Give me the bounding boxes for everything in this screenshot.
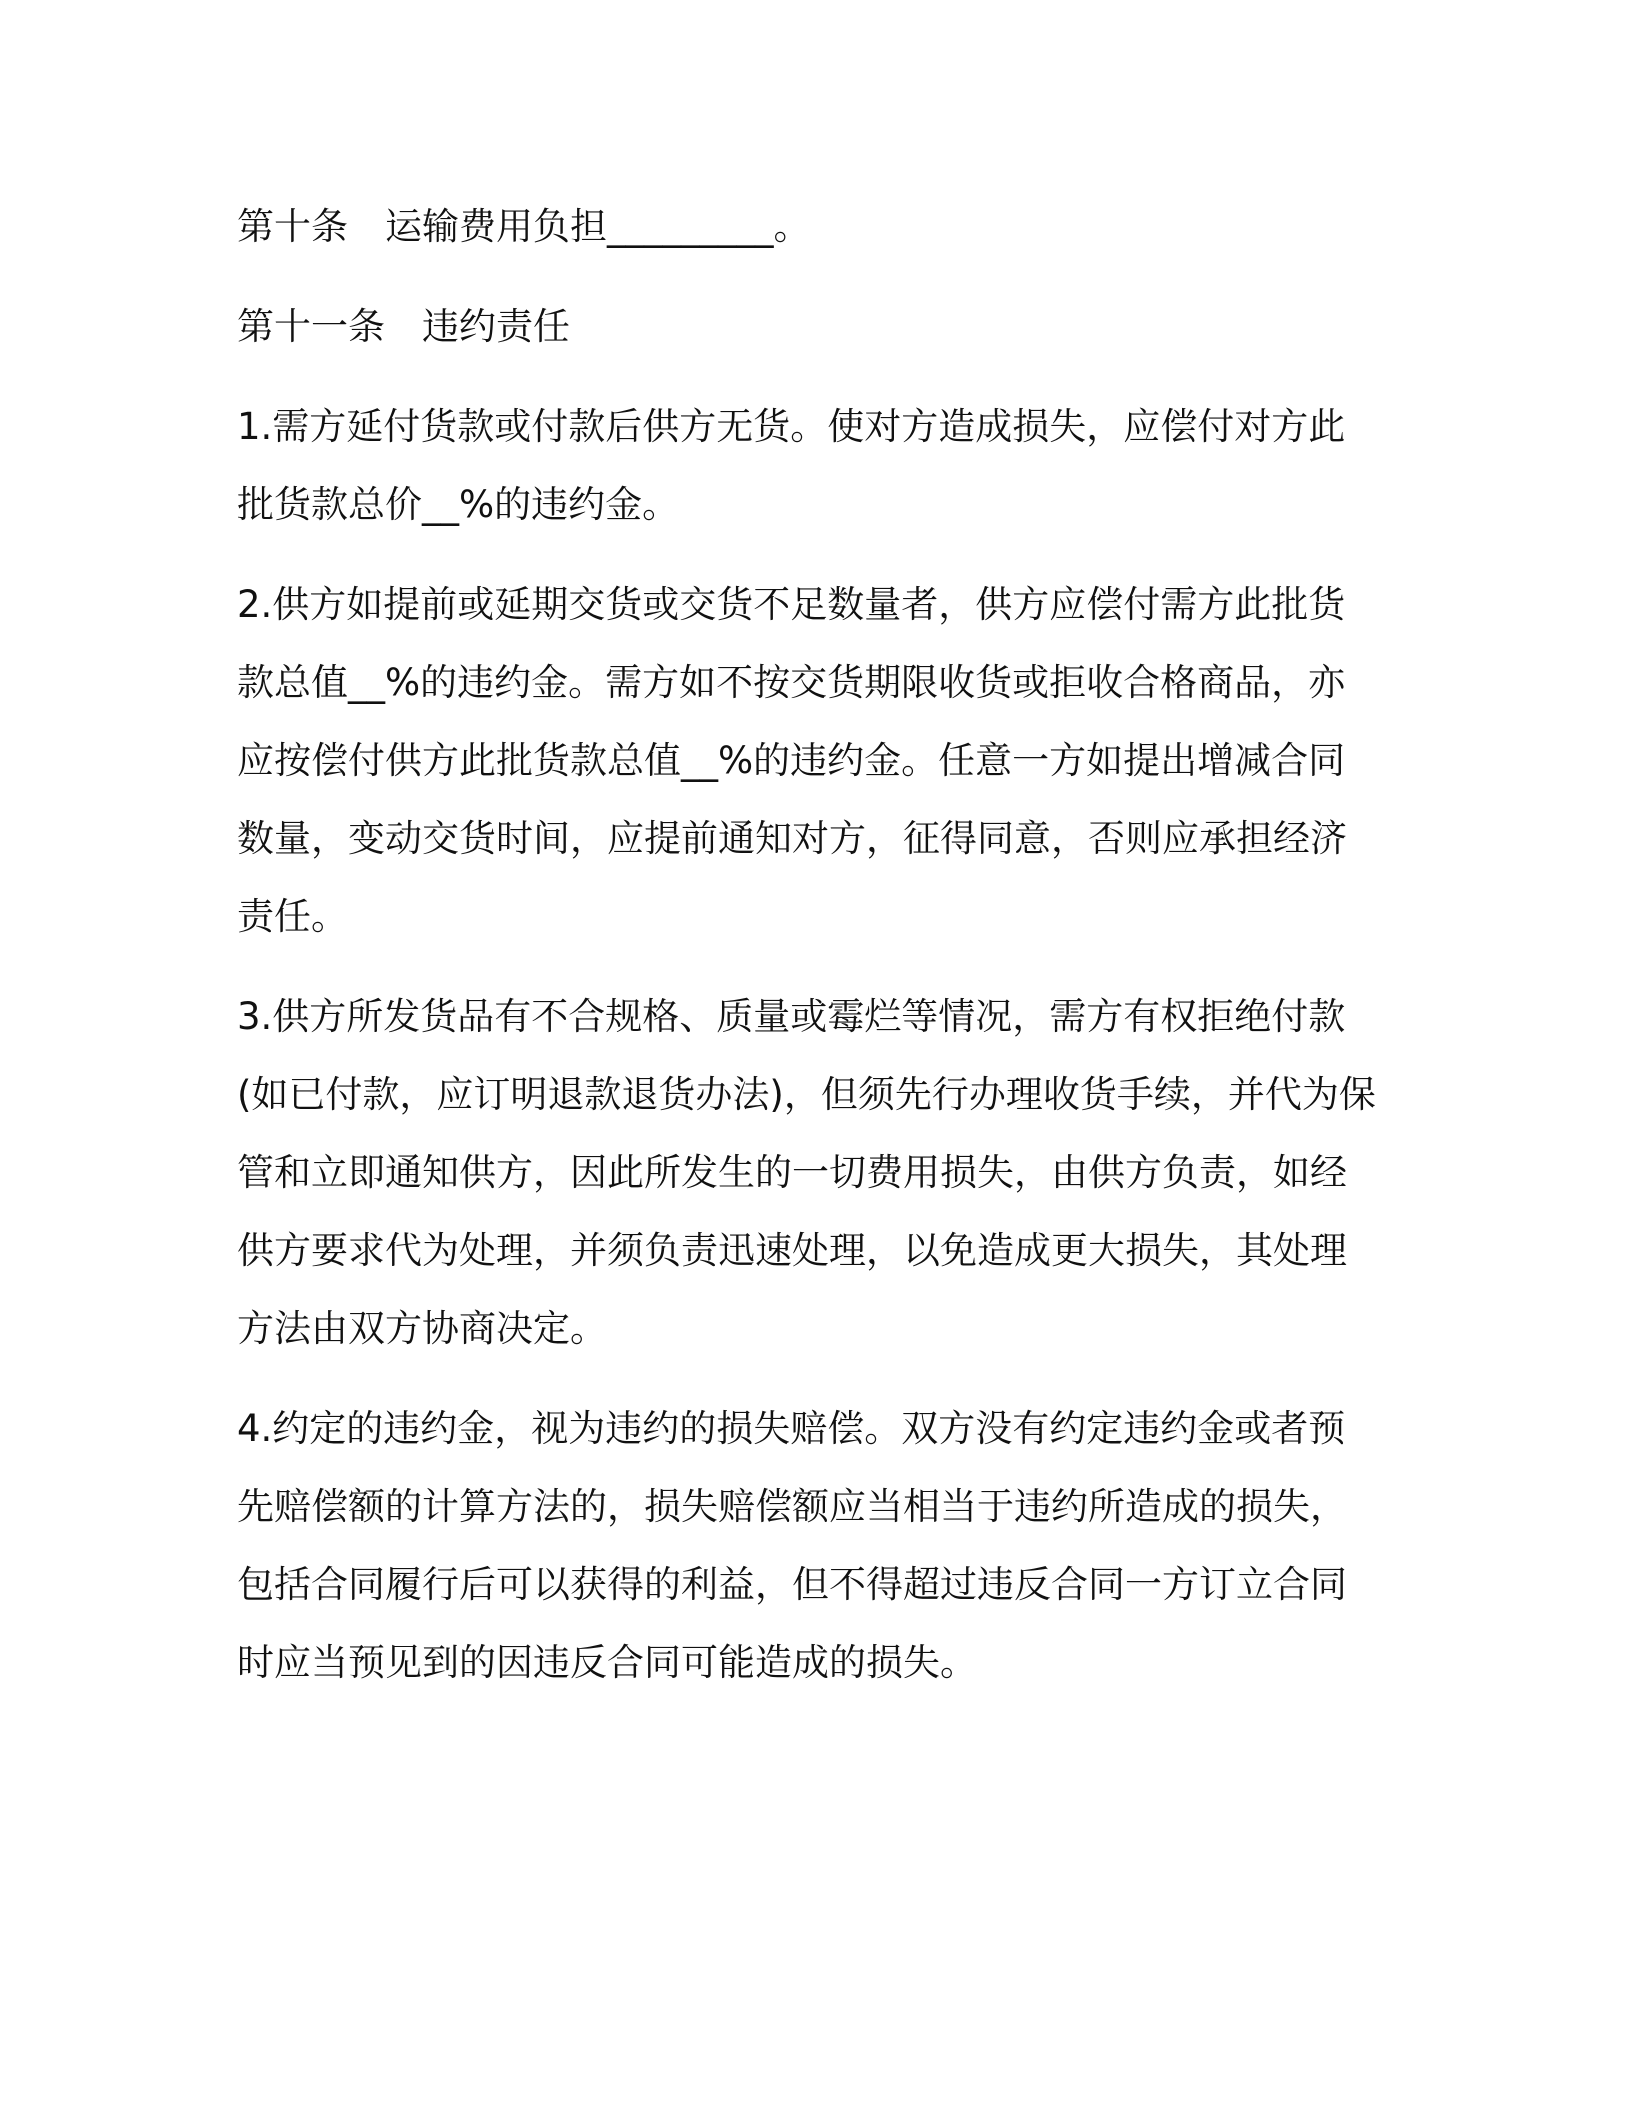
item-2-line: 款总值__%的违约金。需方如不按交货期限收货或拒收合格商品，亦 bbox=[237, 661, 1346, 704]
paragraph-gap bbox=[237, 1368, 1407, 1390]
item-4-line: 包括合同履行后可以获得的利益，但不得超过违反合同一方订立合同 bbox=[237, 1563, 1347, 1606]
item-4-line: 时应当预见到的因违反合同可能造成的损失。 bbox=[237, 1641, 977, 1684]
item-2-line: 应按偿付供方此批货款总值__%的违约金。任意一方如提出增减合同 bbox=[237, 739, 1346, 782]
item-4-paragraph bbox=[237, 1390, 1407, 1702]
item-3-line: 管和立即通知供方，因此所发生的一切费用损失，由供方负责，如经 bbox=[237, 1151, 1347, 1194]
document-body bbox=[237, 188, 1407, 1702]
item-4-line: 先赔偿额的计算方法的，损失赔偿额应当相当于违约所造成的损失， bbox=[237, 1485, 1347, 1528]
item-3-line: 3.供方所发货品有不合规格、质量或霉烂等情况，需方有权拒绝付款 bbox=[237, 995, 1346, 1038]
paragraph-gap bbox=[237, 544, 1407, 566]
item-2-paragraph bbox=[237, 566, 1407, 956]
item-3-line: (如已付款，应订明退款退货办法)，但须先行办理收货手续，并代为保 bbox=[237, 1073, 1376, 1116]
article-10-line: 第十条 运输费用负担_________。 bbox=[237, 205, 811, 248]
item-3-line: 方法由双方协商决定。 bbox=[237, 1307, 607, 1350]
item-2-line: 责任。 bbox=[237, 895, 348, 938]
paragraph-gap bbox=[237, 956, 1407, 978]
paragraph-gap bbox=[237, 366, 1407, 388]
item-1-paragraph bbox=[237, 388, 1407, 544]
item-2-line: 2.供方如提前或延期交货或交货不足数量者，供方应偿付需方此批货 bbox=[237, 583, 1346, 626]
item-4-line: 4.约定的违约金，视为违约的损失赔偿。双方没有约定违约金或者预 bbox=[237, 1407, 1346, 1450]
item-3-paragraph bbox=[237, 978, 1407, 1368]
paragraph-gap bbox=[237, 266, 1407, 288]
item-1-line: 批货款总价__%的违约金。 bbox=[237, 483, 680, 526]
item-2-line: 数量，变动交货时间，应提前通知对方，征得同意，否则应承担经济 bbox=[237, 817, 1347, 860]
item-3-line: 供方要求代为处理，并须负责迅速处理，以免造成更大损失，其处理 bbox=[237, 1229, 1347, 1272]
item-1-line: 1.需方延付货款或付款后供方无货。使对方造成损失，应偿付对方此 bbox=[237, 405, 1346, 448]
article-11-heading: 第十一条 违约责任 bbox=[237, 305, 570, 348]
